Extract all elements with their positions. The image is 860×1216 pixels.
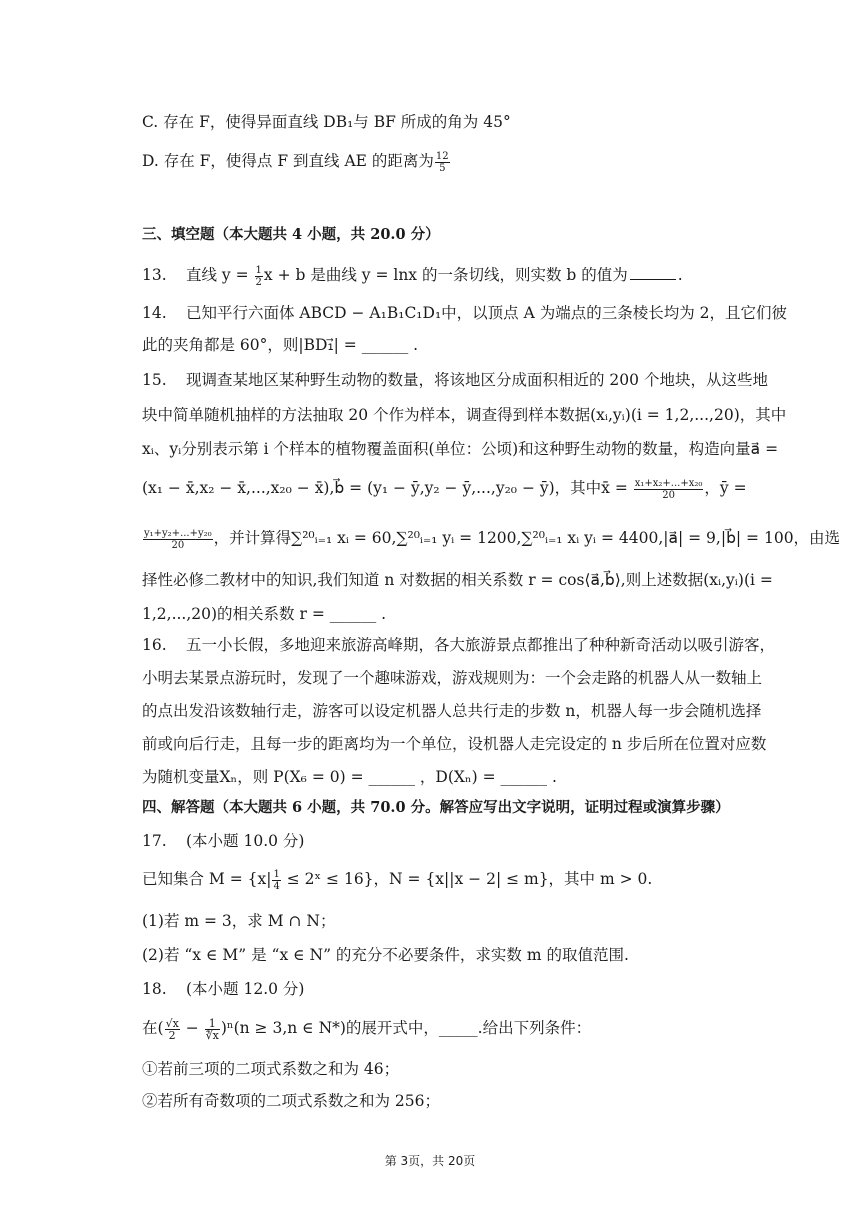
- sqrt-x-fraction: $\frac{√x}{2}$: [165, 1016, 179, 1042]
- question-15-number: 15.: [142, 371, 167, 389]
- quarter-fraction: $\frac{1}{4}$: [273, 868, 280, 892]
- question-15-line-1: 15. 现调查某地区某种野生动物的数量，将该地区分成面积相近的 200 个地块，从这些地: [142, 371, 768, 389]
- question-16-line-5: 为随机变量Xₙ，则 P(X₆ = 0) = ______ ，D(Xₙ) = ______ .: [142, 768, 557, 786]
- question-17-line-1: 已知集合 M = {x| $\frac{1}{4}$ ≤ 2ˣ ≤ 16}，N = {x||x − 2| ≤ m}，其中 m > 0.: [142, 868, 653, 892]
- question-16-number: 16.: [142, 636, 167, 654]
- section-3-heading: 三、填空题（本大题共 4 小题，共 20.0 分）: [142, 226, 440, 243]
- question-15-line-2: 块中简单随机抽样的方法抽取 20 个作为样本，调查得到样本数据(xᵢ,yᵢ)(i = 1,2,...,20)，其中: [142, 406, 787, 424]
- section-4-heading: 四、解答题（本大题共 6 小题，共 70.0 分。解答应写出文字说明，证明过程或演算步骤）: [142, 799, 730, 816]
- x-bar-fraction: $\frac{\text{x₁+x₂+...+x₂₀}}{20}$: [634, 477, 703, 501]
- question-16-line-2: 小明去某景点游玩时，发现了一个趣味游戏，游戏规则为：一个会走路的机器人从一数轴上: [142, 669, 763, 687]
- condition-2: ②若所有奇数项的二项式系数之和为 256；: [142, 1092, 441, 1110]
- question-15-line-6: 择性必修二教材中的知识,我们知道 n 对数据的相关系数 r = cos⟨a⃗,b⃗⟩,则上述数据(xᵢ,yᵢ)(i =: [142, 571, 773, 589]
- condition-1: ①若前三项的二项式系数之和为 46；: [142, 1060, 400, 1078]
- option-c: C. 存在 F，使得异面直线 DB₁与 BF 所成的角为 45°: [142, 113, 511, 131]
- question-16-line-4: 前或向后行走，且每一步的距离均为一个单位，设机器人走完设定的 n 步后所在位置对应数: [142, 735, 767, 753]
- question-13-fraction: $\frac{1}{2}$: [255, 264, 262, 288]
- question-15-line-3: xᵢ、yᵢ分别表示第 i 个样本的植物覆盖面积(单位：公顷)和这种野生动物的数量，构造向量a⃗ =: [142, 440, 779, 458]
- question-17-heading: 17. (本小题 10.0 分): [142, 832, 305, 850]
- question-18-number: 18.: [142, 980, 167, 998]
- question-14-line-1: 14. 已知平行六面体 ABCD − A₁B₁C₁D₁中，以顶点 A 为端点的三条棱长均为 2，且它们彼: [142, 304, 787, 322]
- question-14-number: 14.: [142, 304, 167, 322]
- question-18-heading: 18. (本小题 12.0 分): [142, 980, 305, 998]
- y-bar-fraction: $\frac{\text{y₁+y₂+...+y₂₀}}{20}$: [144, 527, 212, 551]
- question-15-line-5: $\frac{\text{y₁+y₂+...+y₂₀}}{20}$ ，并计算得∑²⁰ᵢ₌₁ xᵢ = 60,∑²⁰ᵢ₌₁ yᵢ = 1200,∑²⁰ᵢ₌₁ xᵢ yᵢ = 4400,|a⃗| = 9,|b⃗| = 100，由选: [144, 527, 841, 551]
- option-d-fraction: $\frac{12}{5}$: [435, 150, 449, 174]
- question-18-line-1: 在( $\frac{√x}{2}$ − $\frac{1}{∜x}$ )ⁿ(n ≥ 3,n ∈ N*)的展开式中，_____.给出下列条件：: [142, 1016, 592, 1042]
- question-13: 13. 直线 y = $\frac{1}{2}$ x + b 是曲线 y = lnx 的一条切线，则实数 b 的值为 .: [142, 264, 683, 288]
- question-14-line-2: 此的夹角都是 60°，则|BD₁⃗| = ______ .: [142, 336, 419, 354]
- option-d: [142, 150, 451, 174]
- option-d-text: D. 存在 F，使得点 F 到直线 AE 的距离为: [142, 152, 434, 170]
- question-17-number: 17.: [142, 832, 167, 850]
- question-16-line-3: 的点出发沿该数轴行走，游客可以设定机器人总共行走的步数 n，机器人每一步会随机选择: [142, 702, 762, 720]
- page-footer: 第 3页，共 20页: [384, 1154, 476, 1168]
- answer-blank: [630, 265, 676, 280]
- fourth-root-fraction: $\frac{1}{∜x}$: [205, 1016, 219, 1042]
- question-17-part-1: (1)若 m = 3，求 M ∩ N；: [142, 912, 336, 930]
- question-15-line-7: 1,2,...,20)的相关系数 r = ______ .: [142, 605, 387, 623]
- question-15-line-4: (x₁ − x̄,x₂ − x̄,...,x₂₀ − x̄),b⃗ = (y₁ − ȳ,y₂ − ȳ,...,y₂₀ − ȳ)，其中x̄ = $\frac{\text{x₁+x₂+...+x₂₀}}{20}$ ，ȳ =: [142, 477, 747, 501]
- question-13-number: 13.: [142, 266, 167, 284]
- question-16-line-1: 16. 五一小长假，多地迎来旅游高峰期，各大旅游景点都推出了种种新奇活动以吸引游客，: [142, 636, 776, 654]
- question-17-part-2: (2)若 “x ∈ M” 是 “x ∈ N” 的充分不必要条件，求实数 m 的取值范围.: [142, 946, 629, 964]
